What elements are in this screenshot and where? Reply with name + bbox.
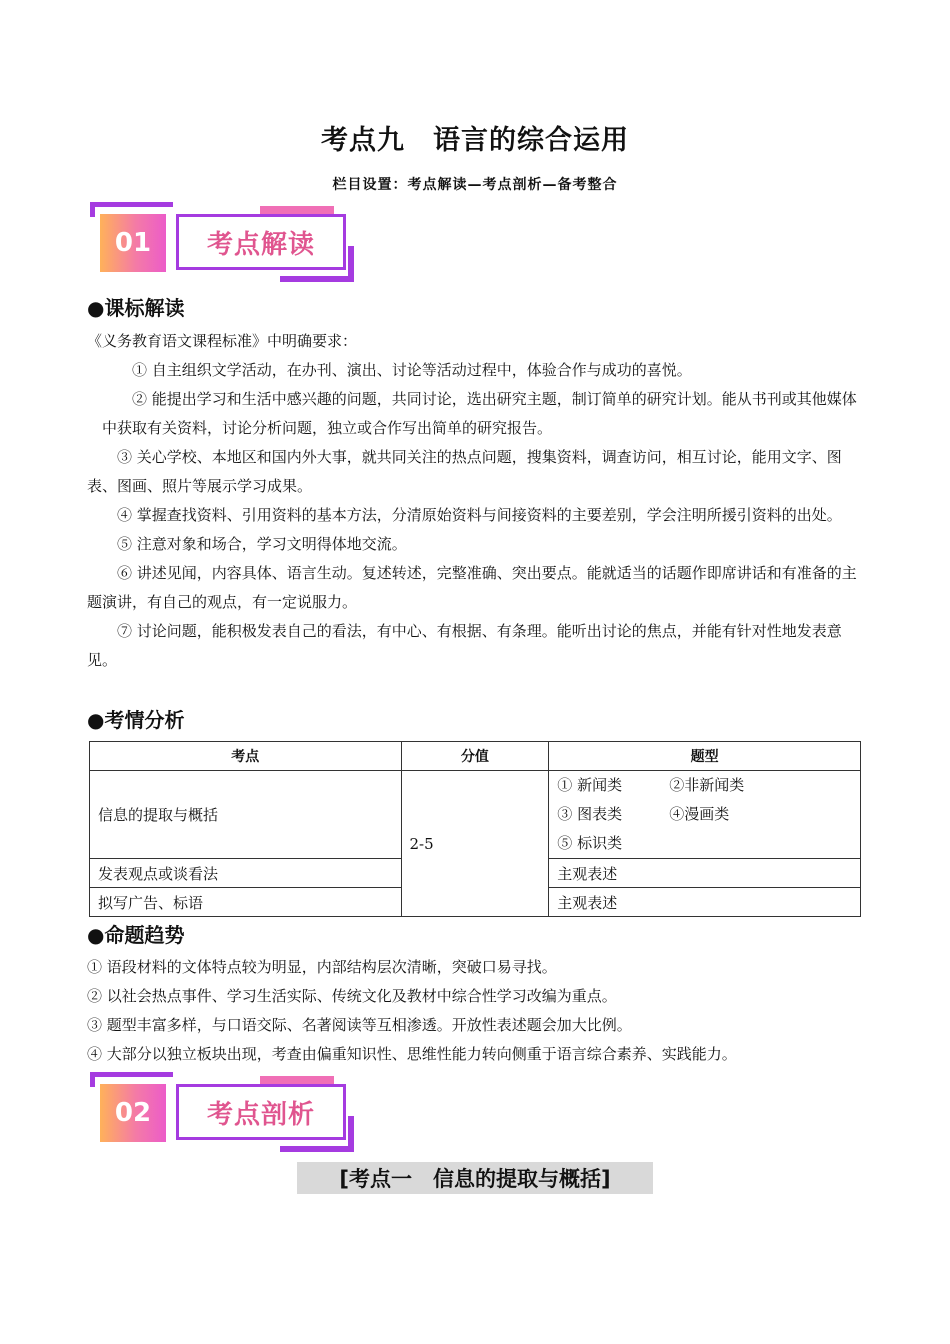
table-header: 考点 [90,742,402,771]
badge-number: 02 [100,1084,166,1142]
table-row [90,771,861,859]
table-cell-type: 主观表述 [549,859,861,888]
table-cell-score: 2-5 [401,771,549,917]
table-cell-type: 主观表述 [549,888,861,917]
table-header: 题型 [549,742,861,771]
type-item: ②非新闻类 [669,776,745,794]
curriculum-item: ① 自主组织文学活动，在办刊、演出、讨论等活动过程中，体验合作与成功的喜悦。 [132,361,692,379]
trend-item: ④ 大部分以独立板块出现，考查由偏重知识性、思维性能力转向侧重于语言综合素养、实践能力。 [87,1045,737,1063]
type-item: ⑤ 标识类 [557,834,623,852]
section-badge-01 [90,202,360,282]
trend-item: ② 以社会热点事件、学习生活实际、传统文化及教材中综合性学习改编为重点。 [87,987,617,1005]
heading-curriculum: ●课标解读 [87,296,185,320]
table-cell-point: 拟写广告、标语 [90,888,402,917]
heading-analysis: ●考情分析 [87,708,185,732]
curriculum-item: ④ 掌握查找资料、引用资料的基本方法，分清原始资料与间接资料的主要差别，学会注明所援引资料的出处。 [117,506,842,524]
trend-item: ① 语段材料的文体特点较为明显，内部结构层次清晰，突破口易寻找。 [87,958,557,976]
table-header: 分值 [401,742,549,771]
curriculum-item: ⑥ 讲述见闻，内容具体、语言生动。复述转述，完整准确、突出要点。能就适当的话题作即席讲话和有准备的主题演讲，有自己的观点，有一定说服力。 [87,564,857,611]
badge-label: 考点剖析 [176,1084,346,1140]
curriculum-text [87,327,863,675]
type-item: ③ 图表类 [557,805,623,823]
type-item: ① 新闻类 [557,776,623,794]
analysis-table [89,741,861,917]
heading-trend: ●命题趋势 [87,923,185,947]
type-item: ④漫画类 [669,805,730,823]
page-subtitle: 栏目设置：考点解读—考点剖析—备考整合 [332,177,618,193]
curriculum-item: ③ 关心学校、本地区和国内外大事，就共同关注的热点问题，搜集资料，调查访问，相互讨论，能用文字、图表、图画、照片等展示学习成果。 [87,448,842,495]
table-header-row [90,742,861,771]
badge-number: 01 [100,214,166,272]
trend-list [87,953,867,1069]
key-point-heading: [考点一 信息的提取与概括] [297,1162,653,1194]
badge-label: 考点解读 [176,214,346,270]
page-title: 考点九 语言的综合运用 [321,125,629,156]
section-badge-02 [90,1072,360,1152]
curriculum-intro: 《义务教育语文课程标准》中明确要求： [87,332,358,350]
curriculum-item: ⑦ 讨论问题，能积极发表自己的看法，有中心、有根据、有条理。能听出讨论的焦点，并能有针对性地发表意见。 [87,622,842,669]
table-cell-point: 信息的提取与概括 [90,771,402,859]
trend-item: ③ 题型丰富多样，与口语交际、名著阅读等互相渗透。开放性表述题会加大比例。 [87,1016,632,1034]
table-cell-point: 发表观点或谈看法 [90,859,402,888]
table-cell-types [549,771,861,859]
curriculum-item: ⑤ 注意对象和场合，学习文明得体地交流。 [117,535,407,553]
curriculum-item: ② 能提出学习和生活中感兴趣的问题，共同讨论，选出研究主题，制订简单的研究计划。能从书刊或其他媒体中获取有关资料，讨论分析问题，独立或合作写出简单的研究报告。 [102,390,857,437]
